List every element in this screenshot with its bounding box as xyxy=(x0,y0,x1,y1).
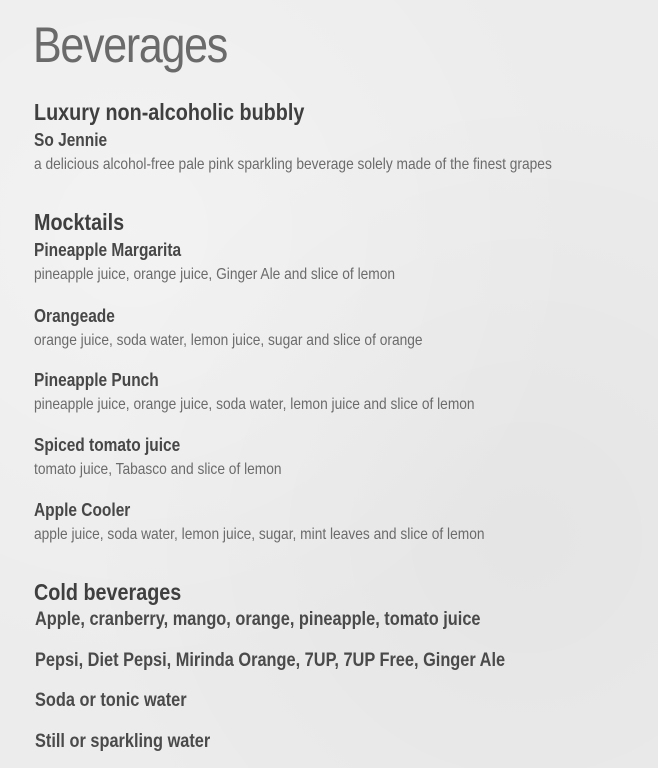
section-heading-mocktails: Mocktails xyxy=(34,209,125,235)
item-name-apple-cooler: Apple Cooler xyxy=(34,500,131,520)
item-desc-apple-cooler: apple juice, soda water, lemon juice, sugar, mint leaves and slice of lemon xyxy=(34,526,485,543)
item-desc-orangeade: orange juice, soda water, lemon juice, sugar and slice of orange xyxy=(34,332,423,349)
item-desc-so-jennie: a delicious alcohol-free pale pink sparkling beverage solely made of the finest grapes xyxy=(34,156,552,173)
item-name-spiced-tomato-juice: Spiced tomato juice xyxy=(34,435,181,455)
item-name-pineapple-margarita: Pineapple Margarita xyxy=(34,240,182,260)
cold-item-soda-tonic: Soda or tonic water xyxy=(35,690,187,711)
item-name-orangeade: Orangeade xyxy=(34,306,115,326)
item-desc-pineapple-margarita: pineapple juice, orange juice, Ginger Ale and slice of lemon xyxy=(34,266,396,283)
cold-item-sodas: Pepsi, Diet Pepsi, Mirinda Orange, 7UP, 7UP Free, Ginger Ale xyxy=(35,650,506,671)
cold-item-juices: Apple, cranberry, mango, orange, pineapple, tomato juice xyxy=(35,609,481,630)
section-heading-luxury: Luxury non-alcoholic bubbly xyxy=(34,99,305,125)
item-desc-pineapple-punch: pineapple juice, orange juice, soda water, lemon juice and slice of lemon xyxy=(34,396,475,413)
section-heading-cold-beverages: Cold beverages xyxy=(34,579,182,605)
item-desc-spiced-tomato-juice: tomato juice, Tabasco and slice of lemon xyxy=(34,461,282,478)
page-title: Beverages xyxy=(33,17,227,73)
item-name-so-jennie: So Jennie xyxy=(34,130,108,150)
item-name-pineapple-punch: Pineapple Punch xyxy=(34,370,159,390)
cold-item-water: Still or sparkling water xyxy=(35,731,211,752)
